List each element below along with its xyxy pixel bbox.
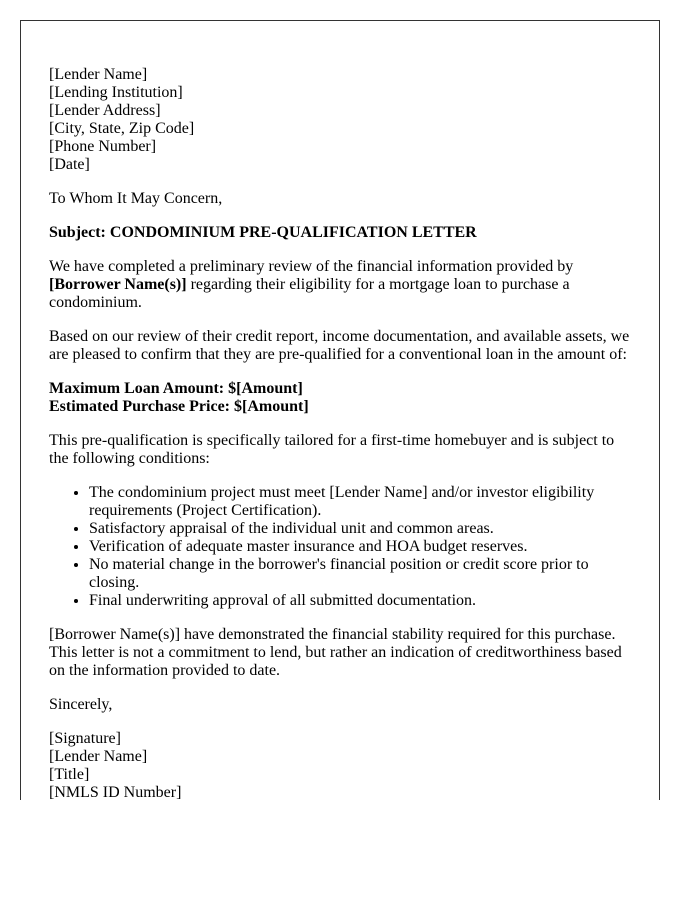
amounts xyxy=(49,380,631,416)
condition-item: • Verification of adequate master insurance and HOA budget reserves. xyxy=(89,538,631,556)
review-paragraph: Based on our review of their credit report, income documentation, and available assets, we are pleased to confirm that they are pre-qualified for a conventional loan in the amount of: xyxy=(49,328,630,363)
date: [Date] xyxy=(49,156,90,173)
condition-item: • No material change in the borrower's financial position or credit score prior to closing. xyxy=(89,556,631,592)
conditions-intro: This pre-qualification is specifically tailored for a first-time homebuyer and is subject to the following conditions: xyxy=(49,432,615,467)
signer-lender-name: [Lender Name] xyxy=(49,748,148,765)
subject-text: CONDOMINIUM PRE-QUALIFICATION LETTER xyxy=(109,224,477,241)
condition-item: • Final underwriting approval of all submitted documentation. xyxy=(89,592,631,610)
phone-number: [Phone Number] xyxy=(49,138,157,155)
lending-institution: [Lending Institution] xyxy=(49,84,183,101)
lender-name: [Lender Name] xyxy=(49,66,148,83)
nmls-id: [NMLS ID Number] xyxy=(49,784,182,801)
intro-text: We have completed a preliminary review of the financial information provided by xyxy=(49,258,574,275)
estimated-purchase-price: Estimated Purchase Price: $[Amount] xyxy=(49,398,309,415)
subject-label: Subject: xyxy=(49,224,106,241)
max-loan-amount: Maximum Loan Amount: $[Amount] xyxy=(49,380,303,397)
intro-paragraph xyxy=(49,258,631,312)
signer-title: [Title] xyxy=(49,766,90,783)
closing: Sincerely, xyxy=(49,696,113,713)
signature: [Signature] xyxy=(49,730,121,747)
signature-block xyxy=(49,730,631,802)
subject-line xyxy=(49,224,631,242)
conditions-list xyxy=(49,484,631,610)
letter-page xyxy=(20,20,660,800)
city-state-zip: [City, State, Zip Code] xyxy=(49,120,195,137)
condition-item: • The condominium project must meet [Lender Name] and/or investor eligibility requirements (Project Certification). xyxy=(89,484,631,520)
borrower-name: [Borrower Name(s)] xyxy=(49,276,187,293)
disclaimer-paragraph: [Borrower Name(s)] have demonstrated the financial stability required for this purchase. This letter is not a commitment to lend, but rather an indication of creditworthiness based on the information provided to date. xyxy=(49,626,622,679)
lender-address: [Lender Address] xyxy=(49,102,161,119)
salutation: To Whom It May Concern, xyxy=(49,190,223,207)
condition-item: • Satisfactory appraisal of the individual unit and common areas. xyxy=(89,520,631,538)
intro-text-end: regarding their eligibility for a mortgage loan to purchase a condominium. xyxy=(49,276,570,311)
